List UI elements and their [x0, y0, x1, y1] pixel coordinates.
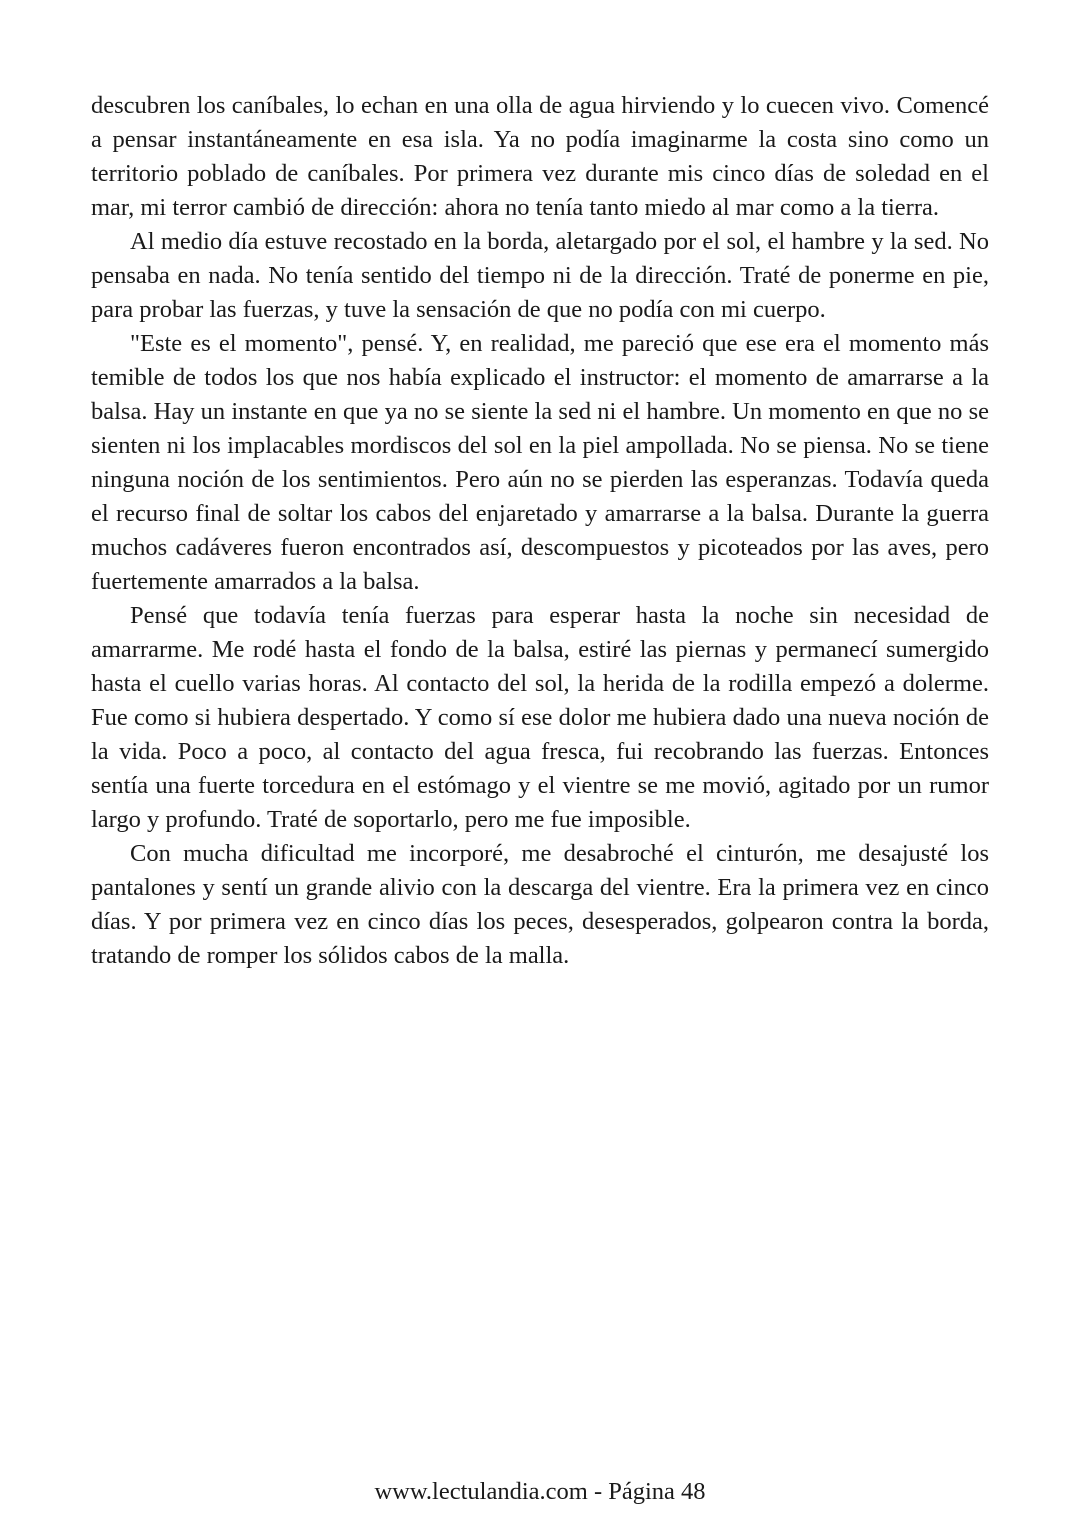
page-footer: www.lectulandia.com - Página 48	[374, 1478, 706, 1505]
paragraph-5: Con mucha dificultad me incorporé, me desabroché el cinturón, me desajusté los pantalones y sentí un grande alivio con la descarga del vientre. Era la primera vez en cinco días. Y por primera vez en cinco días los peces, desesperados, golpearon contra la borda, tratando de romper los sólidos cabos de la malla.	[91, 840, 989, 969]
page-body	[91, 89, 989, 973]
paragraph-1: descubren los caníbales, lo echan en una olla de agua hirviendo y lo cuecen vivo. Comencé a pensar instantáneamente en esa isla. Ya no podía imaginarme la costa sino como un territorio poblado de caníbales. Por primera vez durante mis cinco días de soledad en el mar, mi terror cambió de dirección: ahora no tenía tanto miedo al mar como a la tierra.	[91, 92, 989, 221]
paragraph-4: Pensé que todavía tenía fuerzas para esperar hasta la noche sin necesidad de amarrarme. Me rodé hasta el fondo de la balsa, estiré las piernas y permanecí sumergido hasta el cuello varias horas. Al contacto del sol, la herida de la rodilla empezó a dolerme. Fue como si hubiera despertado. Y como sí ese dolor me hubiera dado una nueva noción de la vida. Poco a poco, al contacto del agua fresca, fui recobrando las fuerzas. Entonces sentía una fuerte torcedura en el estómago y el vientre se me movió, agitado por un rumor largo y profundo. Traté de soportarlo, pero me fue imposible.	[91, 602, 989, 833]
paragraph-2: Al medio día estuve recostado en la borda, aletargado por el sol, el hambre y la sed. No pensaba en nada. No tenía sentido del tiempo ni de la dirección. Traté de ponerme en pie, para probar las fuerzas, y tuve la sensación de que no podía con mi cuerpo.	[91, 228, 989, 323]
paragraph-3: "Este es el momento", pensé. Y, en realidad, me pareció que ese era el momento más temible de todos los que nos había explicado el instructor: el momento de amarrarse a la balsa. Hay un instante en que ya no se siente la sed ni el hambre. Un momento en que no se sienten ni los implacables mordiscos del sol en la piel ampollada. No se piensa. No se tiene ninguna noción de los sentimientos. Pero aún no se pierden las esperanzas. Todavía queda el recurso final de soltar los cabos del enjaretado y amarrarse a la balsa. Durante la guerra muchos cadáveres fueron encontrados así, descompuestos y picoteados por las aves, pero fuertemente amarrados a la balsa.	[91, 330, 989, 595]
